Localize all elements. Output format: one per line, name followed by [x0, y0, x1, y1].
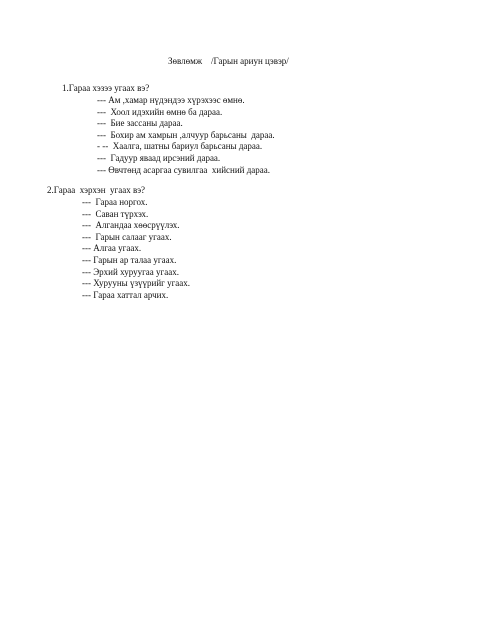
list-item: --- Алгандаа хөөсрүүлэх. — [82, 220, 180, 231]
when-to-wash-list — [97, 95, 275, 176]
list-item: --- Саван түрхэх. — [82, 208, 149, 219]
list-item: --- Алгаа угаах. — [82, 243, 142, 254]
list-item: --- Хурууны үзүүрийг угаах. — [82, 278, 191, 289]
list-item: --- Бохир ам хамрын ,алчуур барьсаны дараа. — [97, 129, 275, 140]
section-heading-how-to-wash: 2.Гараа хэрхэн угаах вэ? — [47, 185, 146, 195]
list-item: --- Ам ,хамар нүдэндээ хүрэхээс өмнө. — [97, 95, 245, 105]
list-item: --- Бие зассаны дараа. — [97, 118, 183, 129]
list-item: --- Хоол идэхийн өмнө ба дараа. — [97, 106, 223, 117]
list-item: --- Гараа норгох. — [82, 197, 148, 207]
list-item: --- Эрхий хуруугаа угаах. — [82, 266, 179, 277]
how-to-wash-list — [82, 197, 190, 301]
list-item: --- Гарын салааг угаах. — [82, 231, 172, 242]
list-item: --- Өвчтөнд асаргаа сувилгаа хийсний дараа. — [97, 164, 271, 175]
section-heading-when-to-wash: 1.Гараа хэзээ угаах вэ? — [62, 83, 150, 93]
list-item: --- Гадуур яваад ирсэний дараа. — [97, 152, 221, 163]
list-item: - -- Хаалга, шатны бариул барьсаны дараа. — [97, 141, 263, 152]
list-item: --- Гараа хаттал арчих. — [82, 289, 169, 300]
list-item: --- Гарын ар талаа угаах. — [82, 254, 177, 265]
document-title: Зөвлөмж /Гарын ариун цэвэр/ — [168, 56, 289, 66]
